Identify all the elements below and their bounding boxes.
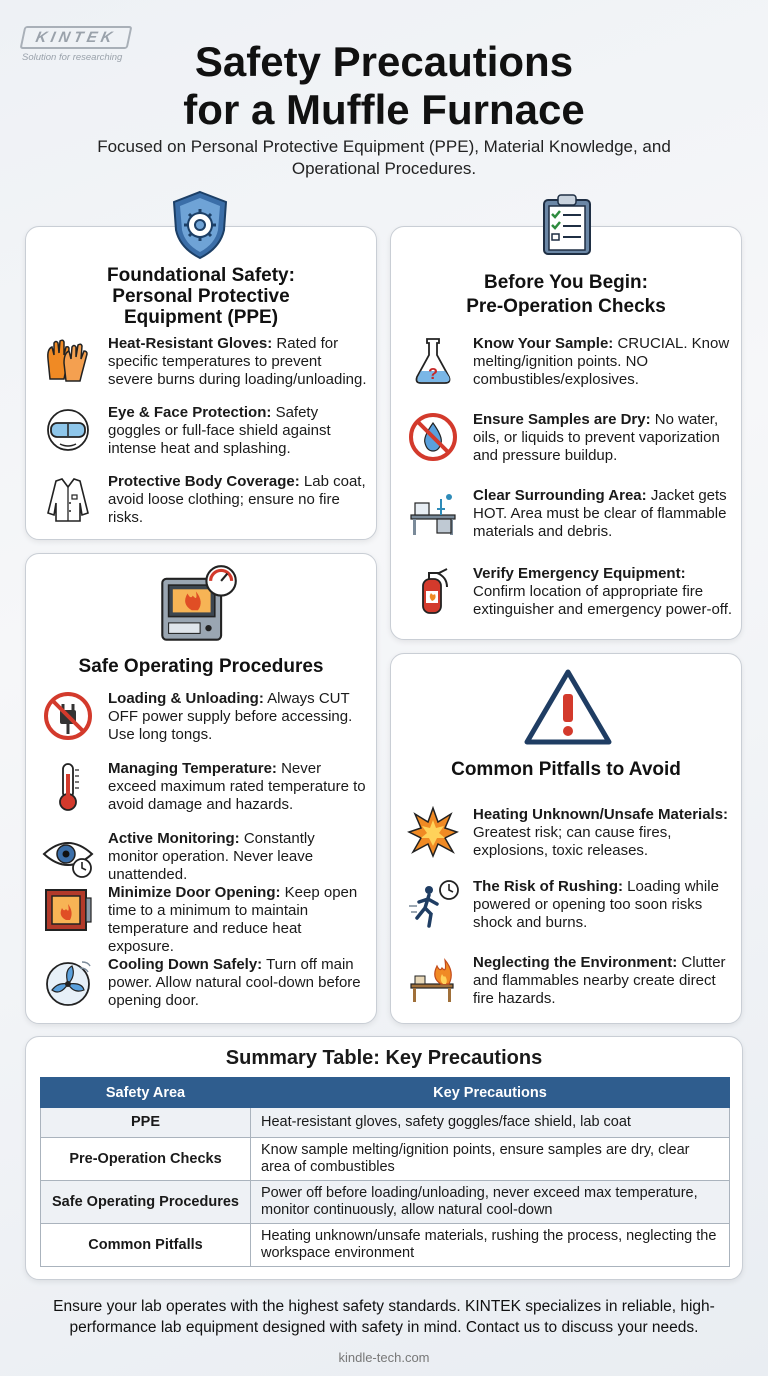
procedures-card [25,553,377,1024]
pitfalls-card-title: Common Pitfalls to Avoid [451,759,681,780]
item-head: The Risk of Rushing: [473,878,623,895]
checks-item-know-sample [407,335,733,389]
fire-extinguisher-icon [407,565,459,617]
table-cell-area: Pre-Operation Checks [41,1138,251,1181]
pitfalls-item-unknown-materials [407,806,733,860]
checks-item-emergency-equipment [407,565,733,619]
lab-coat-icon [42,473,94,525]
gloves-icon [42,335,94,387]
table-row [41,1181,730,1224]
item-body: Loading while powered or opening too soon risks shock and burns. [473,878,719,931]
item-head: Ensure Samples are Dry: [473,411,651,428]
flask-question-icon [407,335,459,387]
item-head: Active Monitoring: [108,830,240,847]
item-body: No water, oils, or liquids to prevent vaporization and pressure buildup. [473,411,720,464]
item-body: Confirm location of appropriate fire extinguisher and emergency power-off. [473,583,733,618]
pitfalls-item-environment [407,954,733,1008]
furnace-gauge-icon [156,562,240,646]
item-body: Never exceed maximum rated temperature to avoid damage and hazards. [108,760,366,813]
item-body: Clutter and flammables nearby create direct fire hazards. [473,954,726,1007]
item-body: Turn off main power. Allow natural cool-down before opening door. [108,956,361,1009]
no-water-icon [407,411,459,463]
header-safety-area: Safety Area [41,1078,251,1108]
checks-title-line-2: Pre-Operation Checks [466,296,666,317]
summary-card [25,1036,743,1280]
pre-operation-card [390,226,742,640]
title-line-1: Safety Precautions [194,38,574,85]
ppe-item-body-coverage [42,473,368,527]
ppe-item-gloves [42,335,368,389]
item-head: Loading & Unloading: [108,690,264,707]
pitfalls-card [390,653,742,1024]
item-body: Always CUT OFF power supply before accessing. Use long tongs. [108,690,353,743]
summary-title: Summary Table: Key Precautions [225,1047,543,1069]
ppe-title-line-2: Personal Protective [112,286,290,307]
checks-card-title [391,271,741,319]
furnace-door-icon [42,884,94,936]
item-head: Protective Body Coverage: [108,473,300,490]
page-title [0,38,768,134]
checks-item-clear-area [407,487,733,541]
item-body: CRUCIAL. Know melting/ignition points. NO combustibles/explosives. [473,335,730,388]
item-head: Eye & Face Protection: [108,404,272,421]
ppe-card [25,226,377,540]
table-row [41,1138,730,1181]
explosion-icon [407,806,459,858]
logo-tagline: Solution for researching [22,52,123,63]
procedures-item-temperature [42,760,368,814]
page-subtitle: Focused on Personal Protective Equipment (PPE), Material Knowledge, and Operational Procedures. [97,137,671,178]
table-cell-precautions: Power off before loading/unloading, never exceed max temperature, monitor continuously, allow natural cool-down [251,1181,730,1224]
checks-title-line-1: Before You Begin: [484,272,648,293]
item-body: Keep open time to a minimum to maintain temperature and reduce heat exposure. [108,884,358,955]
table-row [41,1108,730,1138]
fan-icon [42,956,94,1008]
site-link[interactable]: kindle-tech.com [338,1350,430,1365]
procedures-item-loading [42,690,368,744]
item-body: Greatest risk; can cause fires, explosions, toxic releases. [473,824,672,859]
item-head: Heating Unknown/Unsafe Materials: [473,806,729,823]
procedures-item-monitoring [42,830,368,884]
procedures-item-door-opening [42,884,368,956]
clipboard-checklist-icon [540,192,594,256]
item-body: Rated for specific temperatures to prevent severe burns during loading/unloading. [108,335,367,388]
table-cell-area: PPE [41,1108,251,1138]
table-header-row [41,1078,730,1108]
warning-triangle-icon [523,668,613,748]
item-body: Safety goggles or full-face shield against intense heat and splashing. [108,404,331,457]
ppe-item-eye-protection [42,404,368,458]
ppe-title-line-3: Equipment (PPE) [123,307,279,328]
ppe-title-line-1: Foundational Safety: [107,265,295,286]
lab-bench-icon [407,487,459,539]
item-body: Jacket gets HOT. Area must be clear of flammable materials and debris. [473,487,727,540]
item-head: Managing Temperature: [108,760,277,777]
table-cell-precautions: Heating unknown/unsafe materials, rushing the process, neglecting the workspace environment [251,1224,730,1267]
item-head: Know Your Sample: [473,335,614,352]
goggles-icon [42,404,94,456]
item-head: Heat-Resistant Gloves: [108,335,273,352]
thermometer-icon [42,760,94,812]
table-row [41,1224,730,1267]
shield-gear-icon [170,190,230,260]
procedures-item-cooling [42,956,368,1010]
pitfalls-item-rushing [407,878,733,932]
ppe-card-title [26,265,376,328]
item-head: Clear Surrounding Area: [473,487,647,504]
footer-text: Ensure your lab operates with the highest safety standards. KINTEK specializes in reliable, high-performance lab equipment designed with safety in mind. Contact us to discuss your needs. [53,1298,715,1336]
checks-item-samples-dry [407,411,733,465]
table-cell-precautions: Heat-resistant gloves, safety goggles/face shield, lab coat [251,1108,730,1138]
item-head: Cooling Down Safely: [108,956,263,973]
table-cell-precautions: Know sample melting/ignition points, ensure samples are dry, clear area of combustibles [251,1138,730,1181]
procedures-card-title: Safe Operating Procedures [78,656,324,677]
header-key-precautions: Key Precautions [251,1078,730,1108]
eye-clock-icon [42,830,94,882]
title-line-2: for a Muffle Furnace [183,86,585,133]
running-clock-icon [407,878,459,930]
table-cell-area: Common Pitfalls [41,1224,251,1267]
cluttered-desk-fire-icon [407,954,459,1006]
item-head: Neglecting the Environment: [473,954,678,971]
no-plug-icon [42,690,94,742]
item-head: Minimize Door Opening: [108,884,281,901]
item-body: Lab coat, avoid loose clothing; ensure no fire risks. [108,473,366,526]
logo-wordmark: KINTEK [20,26,133,49]
summary-table [40,1077,730,1267]
item-body: Constantly monitor operation. Never leave unattended. [108,830,315,883]
table-cell-area: Safe Operating Procedures [41,1181,251,1224]
item-head: Verify Emergency Equipment: [473,565,686,582]
